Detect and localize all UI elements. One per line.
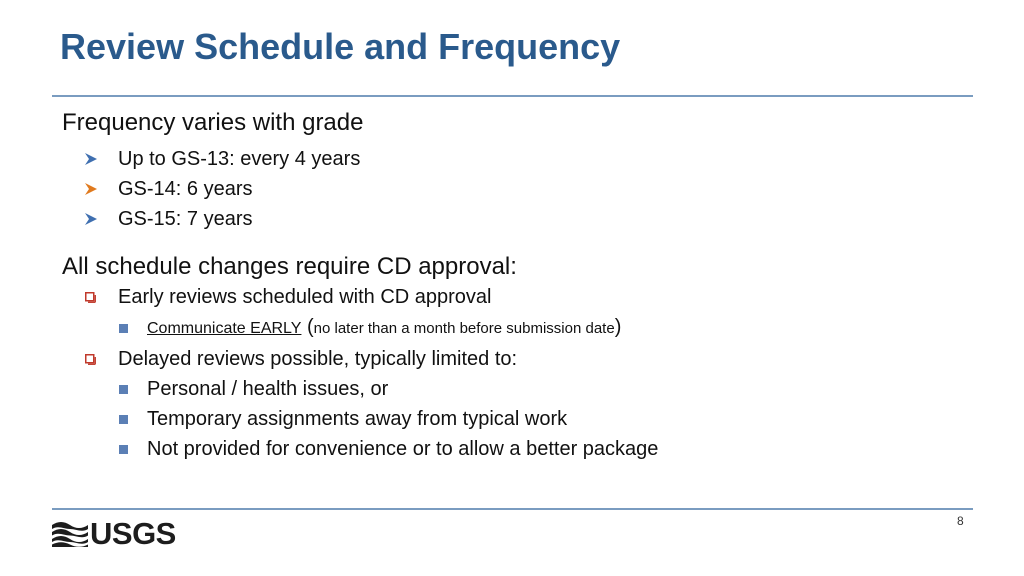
slide-body	[62, 108, 962, 464]
list-item-text: Personal / health issues, or	[147, 378, 389, 400]
communicate-early-text: Communicate EARLY	[147, 320, 302, 337]
list-item-text: Not provided for convenience or to allow a better package	[147, 438, 659, 460]
arrow-bullet-icon	[84, 182, 98, 196]
arrow-bullet-icon	[84, 152, 98, 166]
checkbox-bullet-icon	[85, 292, 96, 303]
footer-divider	[52, 508, 973, 510]
list-item	[62, 404, 962, 434]
list-item	[62, 204, 962, 234]
section-heading-frequency: Frequency varies with grade	[62, 109, 364, 136]
title-divider	[52, 95, 973, 97]
square-bullet-icon	[119, 415, 128, 424]
list-item-text: Temporary assignments away from typical work	[147, 408, 568, 430]
section-heading-approval: All schedule changes require CD approval:	[62, 253, 517, 280]
square-bullet-icon	[119, 324, 128, 333]
list-item	[62, 374, 962, 404]
list-item	[62, 174, 962, 204]
list-item-text: Early reviews scheduled with CD approval	[118, 286, 492, 308]
checkbox-bullet-icon	[85, 354, 96, 365]
usgs-wordmark: USGS	[90, 516, 176, 551]
list-item-text: GS-15: 7 years	[118, 208, 253, 230]
list-item-text: Up to GS-13: every 4 years	[118, 148, 361, 170]
arrow-bullet-icon	[84, 212, 98, 226]
list-item	[62, 282, 962, 312]
usgs-waves-icon	[52, 521, 88, 547]
list-item	[62, 144, 962, 174]
square-bullet-icon	[119, 385, 128, 394]
slide-title: Review Schedule and Frequency	[60, 26, 621, 67]
paren-open: (	[301, 316, 314, 338]
paren-close: )	[614, 316, 622, 338]
list-item	[62, 434, 962, 464]
usgs-logo	[52, 516, 176, 551]
list-item-text: Delayed reviews possible, typically limited to:	[118, 348, 518, 370]
list-item	[62, 344, 962, 374]
page-number: 8	[957, 514, 964, 528]
square-bullet-icon	[119, 445, 128, 454]
submission-note: no later than a month before submission date	[313, 320, 615, 337]
list-item	[62, 312, 962, 344]
list-item-text: GS-14: 6 years	[118, 178, 253, 200]
